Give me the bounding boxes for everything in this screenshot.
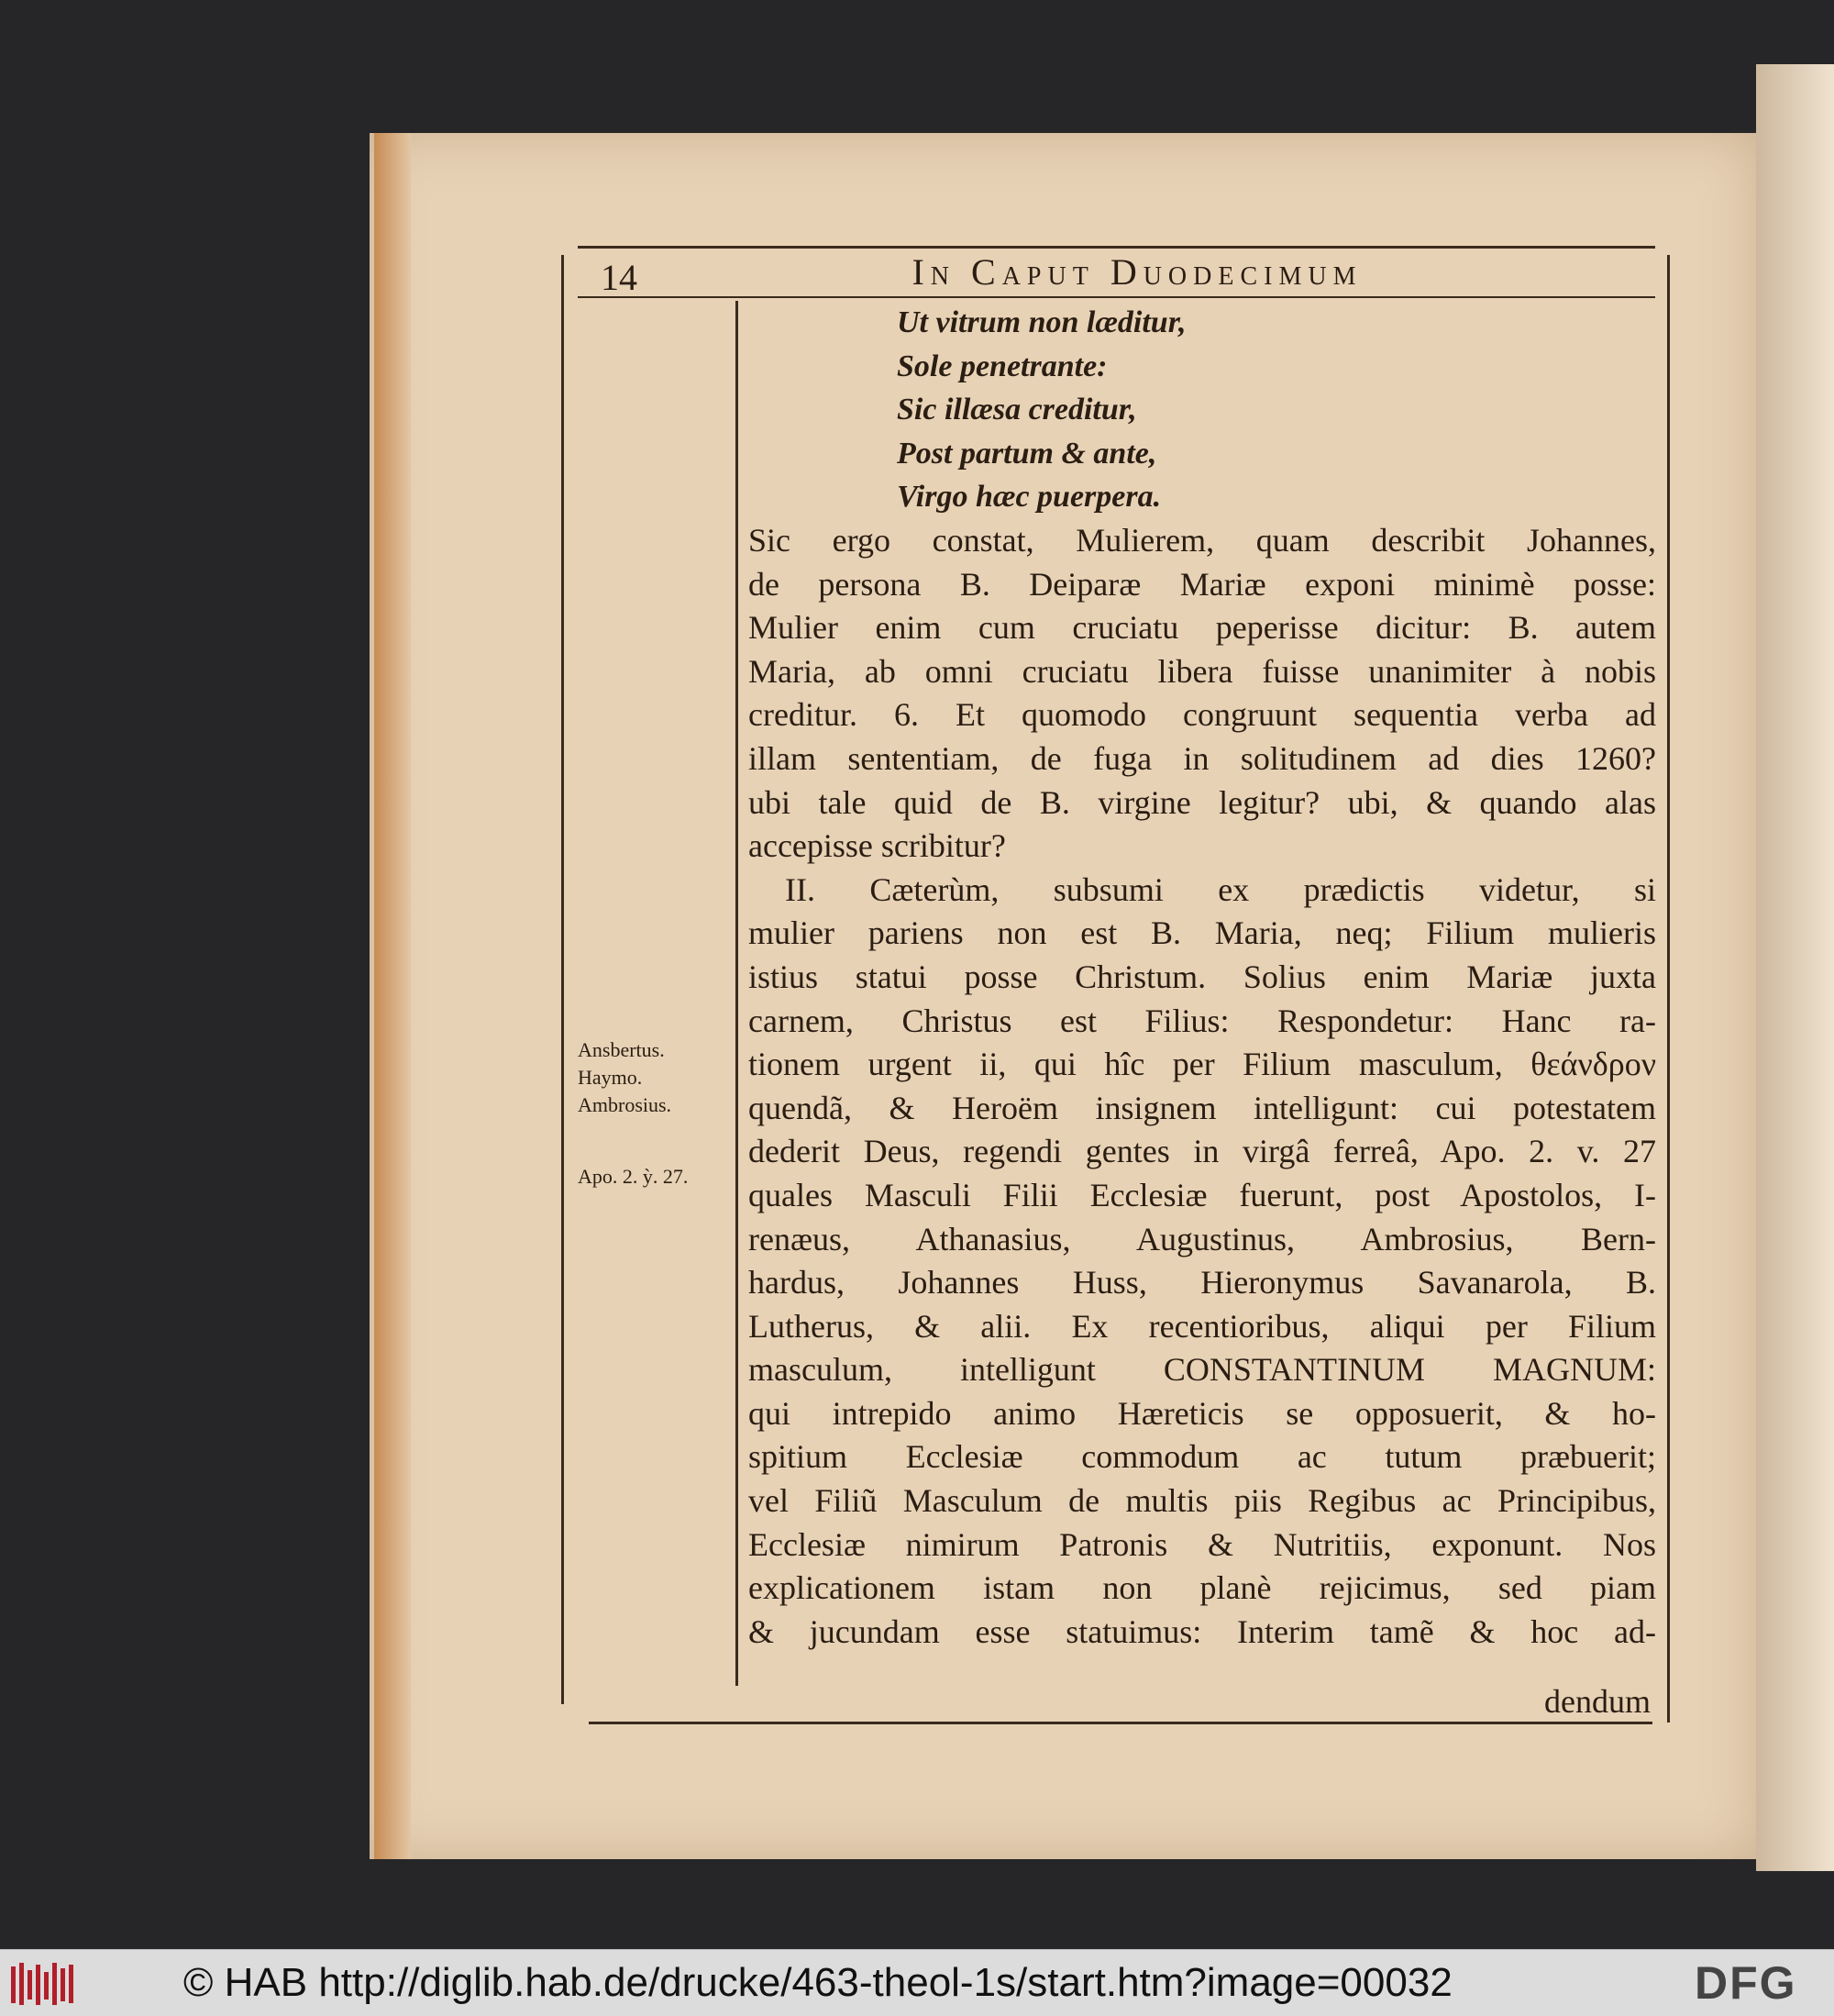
body-line: carnem, Christus est Filius: Respondetur: Hanc ra- <box>748 1002 1656 1039</box>
column-divider-rule <box>735 301 738 1686</box>
body-line: tionem urgent ii, qui hîc per Filium masculum, θεάνδρον <box>748 1046 1656 1083</box>
frame-left-rule <box>561 255 564 1704</box>
copyright-url[interactable]: © HAB http://diglib.hab.de/drucke/463-theol-1s/start.htm?image=00032 <box>183 1960 1453 2005</box>
body-line: explicationem istam non planè rejicimus, sed piam <box>748 1569 1656 1607</box>
footer-bar <box>0 1949 1834 2016</box>
body-line: hardus, Johannes Huss, Hieronymus Savanarola, B. <box>748 1264 1656 1302</box>
frame-right-rule <box>1667 255 1670 1722</box>
body-line: Maria, ab omni cruciatu libera fuisse unanimiter à nobis <box>748 652 1656 690</box>
verse-line: Virgo hæc puerpera. <box>897 480 1162 514</box>
body-line: Sic ergo constat, Mulierem, quam describit Johannes, <box>748 522 1656 559</box>
body-line: & jucundam esse statuimus: Interim tamẽ & hoc ad- <box>748 1612 1656 1650</box>
body-line: Mulier enim cum cruciatu peperisse dicitur: B. autem <box>748 609 1656 647</box>
body-text <box>748 519 1656 1666</box>
margin-reference: Apo. 2. ỳ. 27. <box>578 1165 689 1188</box>
body-line: II. Cæterùm, subsumi ex prædictis videtur, si <box>785 870 1656 908</box>
body-line: mulier pariens non est B. Maria, neq; Filium mulieris <box>748 914 1656 952</box>
body-line: accepisse scribitur? <box>748 827 1006 865</box>
verse-line: Sole penetrante: <box>897 349 1108 383</box>
catchword: dendum <box>1544 1683 1651 1720</box>
hab-logo-icon <box>9 1961 77 2007</box>
verse-line: Post partum & ante, <box>897 436 1157 471</box>
body-line: Ecclesiæ nimirum Patronis & Nutritiis, exponunt. Nos <box>748 1525 1656 1563</box>
margin-note: Ambrosius. <box>578 1093 672 1116</box>
dfg-logo: DFG <box>1695 1957 1797 2009</box>
header-top-rule <box>578 246 1655 249</box>
verse-line: Ut vitrum non læditur, <box>897 305 1187 339</box>
verse-block <box>897 301 1594 521</box>
body-line: quendã, & Heroëm insignem intelligunt: cui potestatem <box>748 1089 1656 1126</box>
body-line: illam sententiam, de fuga in solitudinem ad dies 1260? <box>748 739 1656 777</box>
next-page-edge <box>1756 64 1834 1871</box>
margin-note: Haymo. <box>578 1066 643 1089</box>
body-line: Lutherus, & alii. Ex recentioribus, aliqui per Filium <box>748 1307 1656 1345</box>
page-gutter-edge <box>374 133 411 1859</box>
running-head: In Caput Duodecimum <box>911 251 1363 293</box>
header-bottom-rule <box>578 296 1655 298</box>
body-line: vel Filiũ Masculum de multis piis Regibus ac Principibus, <box>748 1482 1656 1520</box>
body-line: creditur. 6. Et quomodo congruunt sequentia verba ad <box>748 696 1656 734</box>
body-line: quales Masculi Filii Ecclesiæ fuerunt, post Apostolos, I- <box>748 1176 1656 1213</box>
footer-rule <box>589 1722 1652 1724</box>
margin-note: Ansbertus. <box>578 1038 665 1061</box>
body-line: spitium Ecclesiæ commodum ac tutum præbuerit; <box>748 1438 1656 1476</box>
body-line: de persona B. Deiparæ Mariæ exponi minimè posse: <box>748 565 1656 603</box>
body-line: masculum, intelligunt CONSTANTINUM MAGNUM: <box>748 1351 1656 1389</box>
verse-line: Sic illæsa creditur, <box>897 393 1137 426</box>
body-line: ubi tale quid de B. virgine legitur? ubi, & quando alas <box>748 783 1656 821</box>
body-line: istius statui posse Christum. Solius enim Mariæ juxta <box>748 958 1656 995</box>
body-line: dederit Deus, regendi gentes in virgâ ferreâ, Apo. 2. v. 27 <box>748 1133 1656 1170</box>
body-line: renæus, Athanasius, Augustinus, Ambrosius, Bern- <box>748 1220 1656 1257</box>
body-line: qui intrepido animo Hæreticis se opposuerit, & ho- <box>748 1394 1656 1432</box>
page-number: 14 <box>601 257 637 298</box>
